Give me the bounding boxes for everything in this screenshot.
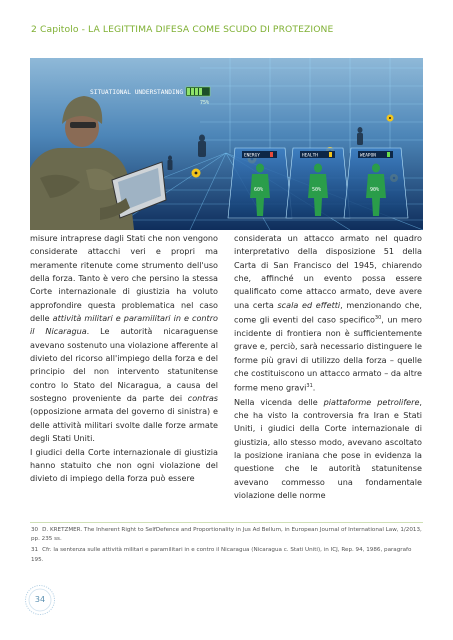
panel-health [286, 148, 350, 218]
panel-health-label: HEALTH [302, 153, 318, 159]
footnote-divider [30, 522, 423, 523]
illustration-soldier-hud [30, 58, 423, 230]
footnote-text: D. KRETZMER. The Inherent Right to SelfDefence and Proportionality in Jus Ad Bellum, in European Journal of International Law, 1/2013, pp. 235 ss. [31, 527, 422, 543]
text-run: , un mero incidente di frontiera non è sufficientemente grave e, perciò, sarà necessario distinguere le forme più gravi di utilizzo della forza – quelle che costituiscono un attacco armato – da altre forme meno gravi [234, 314, 423, 394]
text-run: (opposizione armata del governo di sinistra) e delle attività militari svolte dalle forze armate degli Stati Uniti. [30, 406, 218, 444]
text-run: , che ha visto la controversia fra Iran e Stati Uniti, i giudici della Corte internazionale di giustizia, allo stesso modo, avevano ascoltato la posizione iraniana che pose in evidenza la questione che le autorità statunitense avevano commesso una fondamentale violazione delle norme [234, 396, 422, 500]
text-run: Nella vicenda delle [234, 396, 324, 407]
panel-health-value: 50% [312, 187, 322, 193]
text-column-left [30, 232, 218, 486]
text-run: . Le autorità nicaraguense avevano sostenuto una violazione afferente al divieto del ricorso all'impiego della forza e del principio del non intervento statunitense contro lo Stato del Nicaragua, a causa del sostegno proveniente da parte dei [30, 326, 218, 404]
footnote-ref[interactable]: 30 [374, 315, 382, 322]
footnote [31, 546, 424, 564]
footnotes [31, 526, 424, 567]
text-column-right [234, 232, 422, 502]
footnote [31, 526, 424, 544]
emphasis: contras [187, 393, 218, 404]
emphasis: scala ed effetti [277, 299, 341, 310]
hud-illustration [30, 58, 423, 230]
panel-weapon-label: WEAPON [360, 153, 376, 159]
emphasis: piattaforme petrolifere [323, 396, 420, 407]
footnote-ref[interactable]: 31 [306, 383, 313, 390]
page-number: 34 [34, 595, 46, 604]
paragraph [234, 396, 422, 503]
panel-energy-label: ENERGY [244, 153, 260, 159]
paragraph: I giudici della Corte internazionale di giustizia hanno statuito che non ogni violazione del divieto di impiego della forza può essere [30, 446, 218, 484]
paragraph [30, 232, 218, 446]
text-run: , menzionando che, come gli eventi del caso specifico [234, 299, 422, 325]
text-run: misure intraprese dagli Stati che non vengono considerate attacchi veri e propri ma meramente ritenute come strumento dell'uso della forza. Tanto è vero che persino la stessa Corte internazionale di giustizia ha voluto approfondire questa problematica nel caso delle [30, 233, 218, 324]
panel-weapon [344, 148, 408, 218]
hud-percent: 75% [200, 100, 210, 106]
footnote-number: 31 [31, 547, 39, 554]
emphasis: attività militari e paramilitari in e contro il Nicaragua [30, 313, 218, 337]
text-run: considerata un attacco armato nel quadro interpretativo della disposizione 51 della Carta di San Francisco del 1945, chiarendo che, affinché un evento possa essere qualificato come attacco armato, deve avere una certa [234, 233, 422, 310]
hud-title: SITUATIONAL UNDERSTANDING [90, 89, 184, 96]
text-run: . [312, 383, 316, 394]
panel-energy-value: 60% [254, 187, 264, 193]
footnote-text: Cfr. la sentenza sulle attività militari e paramilitari in e contro il Nicaragua (Nicaragua c. Stati Uniti), in ICJ, Rep. 94, 1986, paragrafo 195. [31, 547, 412, 563]
panel-weapon-value: 90% [370, 187, 380, 193]
paragraph [234, 232, 422, 396]
chapter-header: 2 Capitolo - LA LEGITTIMA DIFESA COME SCUDO DI PROTEZIONE [31, 24, 334, 35]
hud-bar [186, 87, 210, 96]
panel-energy [228, 148, 292, 218]
status-panels [228, 148, 408, 218]
footnote-number: 30 [31, 527, 39, 533]
